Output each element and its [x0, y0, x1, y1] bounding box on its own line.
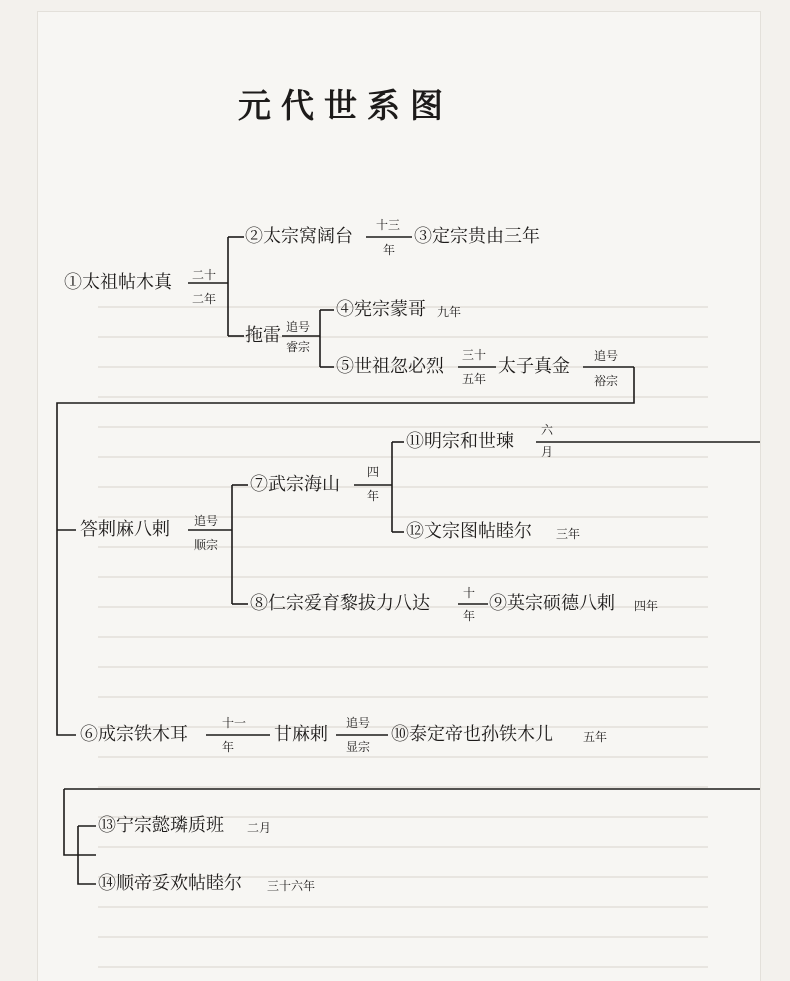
reign-taizu-top: 二十: [192, 268, 217, 282]
reign-mingzong-top: 六: [541, 423, 554, 437]
node-wenzong: ⑫文宗图帖睦尔: [406, 521, 532, 542]
ganmala-title-top: 追号: [346, 716, 371, 730]
ganmala-title-bottom: 显宗: [346, 740, 371, 754]
zhenjin-title-bottom: 裕宗: [594, 374, 619, 388]
reign-wuzong-top: 四: [367, 465, 380, 479]
reign-wenzong: 三年: [556, 527, 581, 541]
node-ganmala: 甘麻剌: [274, 724, 328, 745]
node-renzong: ⑧仁宗爱育黎拔力八达: [250, 593, 430, 614]
node-shizu: ⑤世祖忽必烈: [336, 356, 444, 377]
reign-shizu-top: 三十: [462, 348, 487, 362]
dalama-title-top: 追号: [194, 514, 219, 528]
reign-wuzong-bottom: 年: [367, 489, 380, 503]
node-dalama: 答剌麻八剌: [80, 519, 170, 540]
dalama-title-bottom: 顺宗: [194, 538, 219, 552]
reign-taizong-bottom: 年: [383, 243, 396, 257]
reign-shizu-bottom: 五年: [462, 372, 487, 386]
reign-taiding: 五年: [583, 730, 608, 744]
reign-shundi: 三十六年: [267, 879, 316, 893]
node-tuolei: 拖雷: [245, 325, 281, 346]
reign-taizu-bottom: 二年: [192, 292, 217, 306]
tuolei-title-bottom: 睿宗: [286, 340, 311, 354]
reign-ningzong: 二月: [247, 821, 272, 835]
reign-taizong-top: 十三: [376, 218, 401, 232]
node-taizu: ①太祖帖木真: [64, 272, 172, 293]
node-xianzong: ④宪宗蒙哥: [336, 299, 426, 320]
reign-renzong-top: 十: [463, 586, 476, 600]
reign-renzong-bottom: 年: [463, 609, 476, 623]
tuolei-title-top: 追号: [286, 320, 311, 334]
reign-chengzong-bottom: 年: [222, 740, 235, 754]
node-wuzong: ⑦武宗海山: [250, 474, 340, 495]
node-shundi: ⑭顺帝妥欢帖睦尔: [98, 873, 242, 894]
node-mingzong: ⑪明宗和世瑓: [406, 431, 514, 452]
node-chengzong: ⑥成宗铁木耳: [80, 724, 188, 745]
node-yingzong: ⑨英宗硕德八剌: [489, 593, 615, 614]
zhenjin-title-top: 追号: [594, 349, 619, 363]
page-title: 元代世系图: [238, 86, 453, 125]
node-dingzong: ③定宗贵由三年: [414, 226, 540, 247]
reign-chengzong-top: 十一: [222, 716, 247, 730]
reign-yingzong: 四年: [634, 599, 659, 613]
node-taiding: ⑩泰定帝也孙铁木儿: [391, 724, 553, 745]
reign-xianzong: 九年: [437, 305, 462, 319]
node-zhenjin: 太子真金: [498, 356, 570, 377]
node-taizong: ②太宗窝阔台: [245, 226, 353, 247]
reign-mingzong-bottom: 月: [541, 445, 554, 459]
node-ningzong: ⑬宁宗懿璘质班: [98, 815, 224, 836]
